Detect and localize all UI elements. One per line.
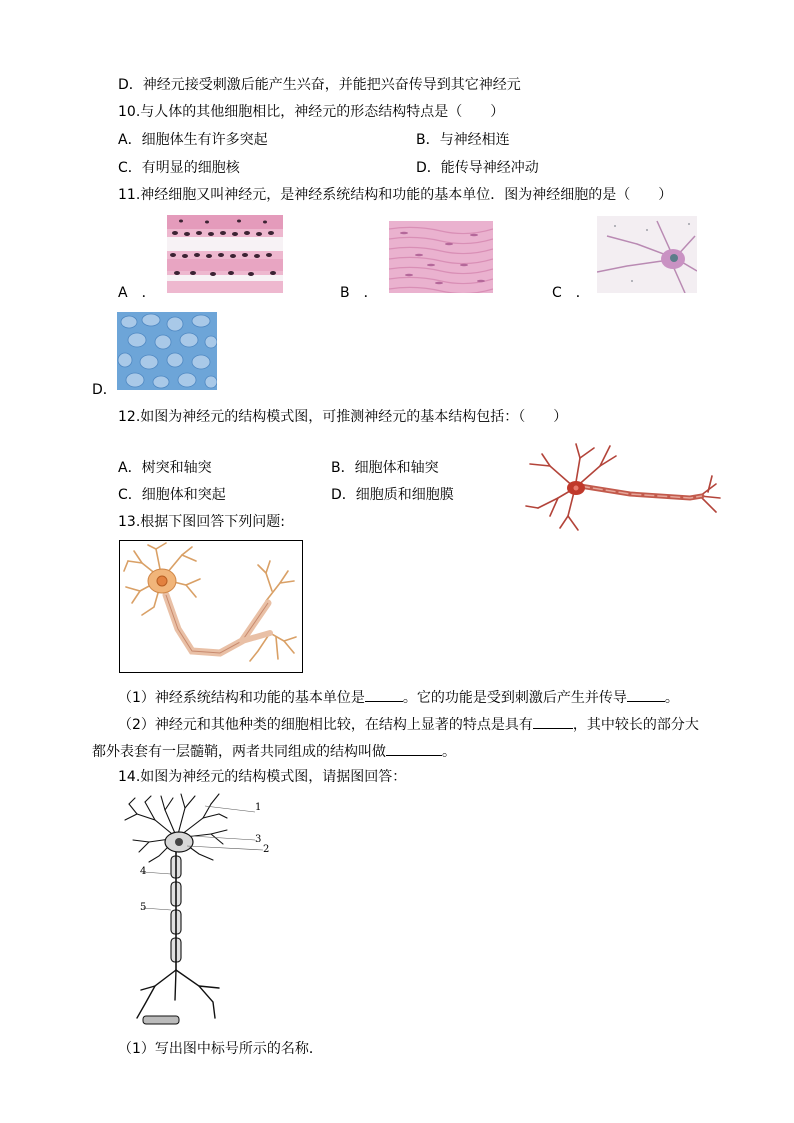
q13-part2-line2 [92, 741, 456, 761]
q12-option-d: D．细胞质和细胞膜 [331, 487, 454, 503]
q14-stem: 14.如图为神经元的结构模式图，请据图回答： [118, 769, 407, 785]
q12-option-a: A．树突和轴突 [118, 460, 212, 476]
q13-stem: 13.根据下图回答下列问题: [118, 514, 285, 530]
q11-label-b: B ． [340, 285, 378, 301]
q13-part2-line2-suffix: 。 [442, 744, 456, 760]
q13-part1 [118, 687, 679, 707]
q10-option-a: A．细胞体生有许多突起 [118, 132, 268, 148]
q12-stem: 12.如图为神经元的结构模式图，可推测神经元的基本结构包括：（ ） [118, 409, 568, 425]
q11-image-a-striated-muscle [167, 215, 283, 293]
q13-part2-line1 [118, 714, 699, 734]
q13-part1-middle: 。它的功能是受到刺激后产生并传导 [402, 690, 627, 706]
q13-blank-4[interactable] [386, 741, 442, 756]
q13-part2-line2-text: 都外表套有一层髓鞘，两者共同组成的结构叫做 [92, 744, 386, 760]
q13-part2-middle: ，其中较长的部分大 [572, 717, 699, 733]
q14-label-1: 1 [255, 802, 262, 813]
q13-part1-prefix: （1）神经系统结构和功能的基本单位是 [118, 690, 365, 706]
q10-stem: 10.与人体的其他细胞相比，神经元的形态结构特点是（ ） [118, 104, 505, 120]
q14-neuron-diagram [115, 790, 275, 1030]
q13-part2-prefix: （2）神经元和其他种类的细胞相比较，在结构上显著的特点是具有 [118, 717, 533, 733]
q10-option-c: C．有明显的细胞核 [118, 160, 240, 176]
q14-part1: （1）写出图中标号所示的名称． [118, 1041, 323, 1057]
q13-part1-suffix: 。 [664, 690, 679, 706]
q10-option-d: D．能传导神经冲动 [416, 160, 539, 176]
q11-label-a: A ． [118, 285, 156, 301]
q11-image-c-neuron [597, 216, 697, 293]
q10-option-b: B．与神经相连 [416, 132, 510, 148]
q11-image-d-cartilage [117, 312, 217, 390]
q13-blank-2[interactable] [627, 687, 665, 702]
q9-option-d: D．神经元接受刺激后能产生兴奋，并能把兴奋传导到其它神经元 [118, 77, 521, 93]
q13-blank-1[interactable] [365, 687, 403, 702]
q11-label-d: D． [92, 382, 117, 398]
q12-neuron-diagram [520, 436, 725, 536]
q11-stem: 11.神经细胞又叫神经元，是神经系统结构和功能的基本单位．图为神经细胞的是（ ） [118, 187, 673, 203]
q14-label-3: 3 [255, 834, 262, 845]
q13-blank-3[interactable] [533, 714, 573, 729]
q14-label-2: 2 [263, 844, 270, 855]
q12-option-c: C．细胞体和突起 [118, 487, 226, 503]
q14-label-4: 4 [140, 866, 147, 877]
q11-image-b-smooth-muscle [389, 221, 493, 293]
q11-label-c: C ． [552, 285, 590, 301]
q12-option-b: B．细胞体和轴突 [331, 460, 439, 476]
q14-label-5: 5 [140, 902, 147, 913]
q13-neuron-diagram [119, 540, 303, 673]
